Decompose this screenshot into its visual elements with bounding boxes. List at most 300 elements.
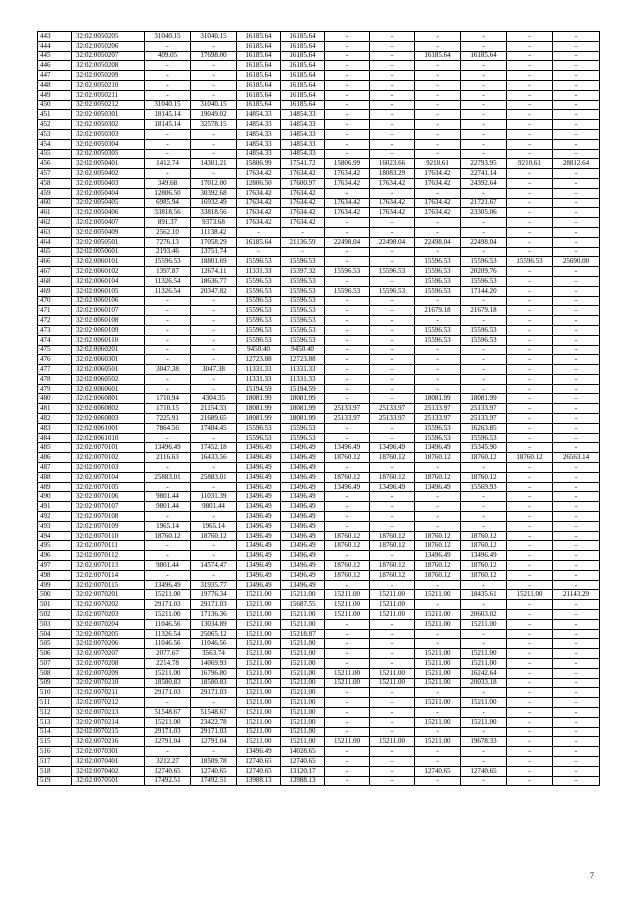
table-cell: 12740.65 [461, 766, 507, 776]
table-cell: 23305.06 [461, 208, 507, 218]
table-cell: 503 [38, 619, 72, 629]
table-cell: 18081.99 [461, 394, 507, 404]
table-cell: - [370, 502, 415, 512]
table-row [38, 296, 600, 306]
table-cell: 32:02:0050406 [72, 208, 145, 218]
table-cell: 15211.00 [237, 707, 281, 717]
table-cell: 21143.29 [553, 590, 600, 600]
table-cell: 15211.00 [415, 668, 461, 678]
table-cell: 491 [38, 502, 72, 512]
table-cell: 15211.00 [237, 717, 281, 727]
table-cell: 16185.64 [237, 71, 281, 81]
table-cell: 16185.64 [237, 41, 281, 51]
table-cell: 11326.54 [145, 629, 191, 639]
table-cell: 32:02:0070112 [72, 551, 145, 561]
table-cell: - [325, 394, 370, 404]
table-row [38, 698, 600, 708]
table-cell: - [553, 237, 600, 247]
table-cell: - [145, 747, 191, 757]
table-cell: 28812.64 [553, 159, 600, 169]
table-cell: 473 [38, 325, 72, 335]
table-cell: 457 [38, 169, 72, 179]
table-cell: 15211.00 [507, 590, 553, 600]
table-cell: 2193.46 [145, 247, 191, 257]
table-cell: - [370, 296, 415, 306]
table-cell: 461 [38, 208, 72, 218]
table-cell: 32:02:0060109 [72, 325, 145, 335]
table-cell: - [553, 561, 600, 571]
table-cell: 32:02:0060108 [72, 316, 145, 326]
table-cell: 506 [38, 649, 72, 659]
table-cell: 495 [38, 541, 72, 551]
table-cell: 15596.53 [237, 433, 281, 443]
table-cell: - [325, 502, 370, 512]
table-cell: 14069.93 [191, 659, 237, 669]
table-cell: - [507, 276, 553, 286]
table-cell: 2077.67 [145, 649, 191, 659]
table-cell: 16242.64 [461, 668, 507, 678]
table-cell: 514 [38, 727, 72, 737]
table-row [38, 580, 600, 590]
table-row [38, 169, 600, 179]
table-cell: 16185.64 [281, 100, 325, 110]
table-cell: 11331.33 [237, 365, 281, 375]
table-cell: 15211.00 [281, 707, 325, 717]
table-row [38, 237, 600, 247]
table-cell: - [325, 61, 370, 71]
table-cell: 15687.55 [281, 600, 325, 610]
table-cell: 18760.12 [415, 570, 461, 580]
table-cell: - [415, 129, 461, 139]
table-cell: 15211.00 [370, 678, 415, 688]
table-cell: 9210.61 [415, 159, 461, 169]
table-cell: 512 [38, 707, 72, 717]
table-cell: - [553, 80, 600, 90]
table-cell: - [370, 521, 415, 531]
table-cell: 13496.49 [281, 570, 325, 580]
table-cell: 15211.00 [281, 678, 325, 688]
table-cell: 15596.53 [370, 267, 415, 277]
table-cell: 467 [38, 267, 72, 277]
table-cell: 15596.53 [507, 257, 553, 267]
table-cell: - [325, 698, 370, 708]
table-cell: - [191, 296, 237, 306]
table-cell: - [553, 178, 600, 188]
table-cell: - [370, 463, 415, 473]
table-cell: - [415, 629, 461, 639]
table-cell: 16185.64 [237, 90, 281, 100]
table-cell: 18760.12 [370, 453, 415, 463]
table-cell: 32:02:0070205 [72, 629, 145, 639]
table-cell: - [370, 551, 415, 561]
table-cell: - [553, 198, 600, 208]
table-row [38, 306, 600, 316]
table-cell: 7276.13 [145, 237, 191, 247]
table-cell: - [507, 463, 553, 473]
table-cell: 17452.18 [191, 443, 237, 453]
table-cell: 3563.74 [191, 649, 237, 659]
table-cell: - [370, 110, 415, 120]
table-cell: - [553, 247, 600, 257]
table-cell: 15596.53 [281, 306, 325, 316]
table-cell: - [461, 247, 507, 257]
table-cell: 482 [38, 414, 72, 424]
table-cell: - [325, 90, 370, 100]
table-cell: - [553, 218, 600, 228]
table-cell: 485 [38, 443, 72, 453]
table-cell: 18760.12 [325, 561, 370, 571]
table-cell: - [325, 306, 370, 316]
table-cell: 15596.53 [281, 316, 325, 326]
table-cell: 18760.12 [415, 561, 461, 571]
table-cell: 17492.51 [191, 776, 237, 786]
table-cell: 32:02:0060301 [72, 355, 145, 365]
table-cell: - [191, 169, 237, 179]
table-cell: - [461, 218, 507, 228]
table-cell: 16185.64 [237, 237, 281, 247]
table-cell: - [145, 433, 191, 443]
table-cell: 31040.15 [191, 32, 237, 42]
table-cell: 16185.64 [237, 51, 281, 61]
table-cell: - [553, 41, 600, 51]
table-cell: - [191, 463, 237, 473]
table-cell: - [461, 463, 507, 473]
table-cell: 466 [38, 257, 72, 267]
table-cell: 32:02:0060104 [72, 276, 145, 286]
table-cell: - [145, 551, 191, 561]
table-row [38, 414, 600, 424]
table-cell: 25133.97 [461, 404, 507, 414]
table-cell: 17634.42 [281, 169, 325, 179]
table-row [38, 394, 600, 404]
table-row [38, 335, 600, 345]
table-cell: 19776.34 [191, 590, 237, 600]
table-cell: 15596.53 [281, 325, 325, 335]
table-cell: 18083.29 [370, 169, 415, 179]
table-cell: - [370, 355, 415, 365]
table-cell: 12791.04 [191, 737, 237, 747]
table-cell: - [370, 306, 415, 316]
table-cell: 32:02:0050401 [72, 159, 145, 169]
table-row [38, 502, 600, 512]
table-cell: - [191, 541, 237, 551]
table-cell: - [145, 482, 191, 492]
table-cell: - [553, 423, 600, 433]
table-cell: - [370, 747, 415, 757]
table-cell: 505 [38, 639, 72, 649]
table-cell: 15596.53 [237, 335, 281, 345]
table-cell: - [415, 61, 461, 71]
table-cell: 15596.53 [415, 423, 461, 433]
table-cell: 18760.12 [191, 531, 237, 541]
table-cell: - [191, 149, 237, 159]
table-cell: - [325, 247, 370, 257]
table-row [38, 110, 600, 120]
table-cell: 18760.12 [370, 531, 415, 541]
table-cell: 15194.59 [281, 384, 325, 394]
table-row [38, 345, 600, 355]
table-cell: 14854.33 [237, 139, 281, 149]
table-cell: - [370, 316, 415, 326]
table-cell: 15211.00 [281, 659, 325, 669]
table-cell: 13496.49 [281, 482, 325, 492]
table-row [38, 512, 600, 522]
table-cell: 443 [38, 32, 72, 42]
table-cell: - [415, 374, 461, 384]
table-cell: 15596.53 [415, 433, 461, 443]
table-cell: - [553, 345, 600, 355]
table-cell: 13496.49 [237, 551, 281, 561]
table-cell: - [553, 32, 600, 42]
table-cell: 12740.65 [191, 766, 237, 776]
table-cell: 14854.33 [281, 129, 325, 139]
table-cell: 11331.33 [237, 374, 281, 384]
table-cell: 25883.01 [145, 472, 191, 482]
table-cell: - [507, 521, 553, 531]
table-cell: 493 [38, 521, 72, 531]
table-cell: 15211.00 [145, 610, 191, 620]
table-cell: - [370, 649, 415, 659]
table-cell: 13496.49 [237, 521, 281, 531]
table-cell: - [461, 296, 507, 306]
table-cell: 3047.38 [191, 365, 237, 375]
table-cell: 1965.14 [191, 521, 237, 531]
table-cell: - [553, 120, 600, 130]
table-cell: 7225.91 [145, 414, 191, 424]
table-cell: 32:02:0050601 [72, 247, 145, 257]
table-cell: - [461, 90, 507, 100]
table-cell: 499 [38, 580, 72, 590]
table-cell: 490 [38, 492, 72, 502]
table-cell: 17144.20 [461, 286, 507, 296]
table-cell: - [191, 90, 237, 100]
table-cell: 17012.00 [191, 178, 237, 188]
table-cell: - [145, 335, 191, 345]
table-row [38, 325, 600, 335]
table-cell: 32:02:0060801 [72, 394, 145, 404]
table-cell: 18145.14 [145, 120, 191, 130]
table-cell: 478 [38, 374, 72, 384]
table-cell: - [507, 80, 553, 90]
table-cell: - [370, 149, 415, 159]
table-cell: 9450.40 [281, 345, 325, 355]
table-cell: - [370, 580, 415, 590]
table-cell: - [553, 600, 600, 610]
table-cell: 9210.61 [507, 159, 553, 169]
table-cell: - [370, 433, 415, 443]
table-cell: 14854.33 [281, 110, 325, 120]
table-cell: 15806.99 [325, 159, 370, 169]
table-cell: - [325, 639, 370, 649]
table-cell: - [553, 659, 600, 669]
table-cell: 32:02:0060101 [72, 257, 145, 267]
table-cell: 15211.00 [461, 698, 507, 708]
table-cell: 32:02:0070214 [72, 717, 145, 727]
table-cell: - [415, 41, 461, 51]
table-cell: - [553, 306, 600, 316]
table-cell: - [415, 71, 461, 81]
table-cell: 11326.54 [145, 286, 191, 296]
table-cell: - [325, 345, 370, 355]
table-row [38, 521, 600, 531]
table-cell: 25133.97 [415, 404, 461, 414]
table-cell: 486 [38, 453, 72, 463]
table-cell: 13751.74 [191, 247, 237, 257]
table-cell: 15596.53 [237, 276, 281, 286]
table-cell: - [461, 139, 507, 149]
table-cell: - [325, 727, 370, 737]
table-cell: - [370, 41, 415, 51]
table-cell: 15211.00 [237, 649, 281, 659]
table-cell: - [461, 61, 507, 71]
table-cell: 32:02:0050301 [72, 110, 145, 120]
table-cell: - [145, 355, 191, 365]
table-cell: 22741.14 [461, 169, 507, 179]
table-cell: 16185.64 [281, 61, 325, 71]
table-cell: 32:02:0070115 [72, 580, 145, 590]
table-cell: 510 [38, 688, 72, 698]
table-cell: 15211.00 [415, 610, 461, 620]
table-cell: 15596.53 [461, 335, 507, 345]
table-cell: 479 [38, 384, 72, 394]
table-cell: 15596.53 [461, 257, 507, 267]
table-cell: - [145, 169, 191, 179]
table-cell: 32:02:0070110 [72, 531, 145, 541]
table-row [38, 629, 600, 639]
table-cell: - [461, 110, 507, 120]
table-cell: - [507, 433, 553, 443]
table-cell: - [507, 619, 553, 629]
table-cell: 16185.64 [281, 32, 325, 42]
table-cell: 15596.53 [415, 335, 461, 345]
table-cell: - [237, 227, 281, 237]
table-cell: 18081.99 [237, 404, 281, 414]
table-cell: 32:02:0070213 [72, 707, 145, 717]
table-cell: 474 [38, 335, 72, 345]
table-cell: 13496.49 [237, 453, 281, 463]
table-cell: - [415, 727, 461, 737]
table-cell: 451 [38, 110, 72, 120]
table-cell: 15211.00 [237, 668, 281, 678]
table-cell: - [553, 208, 600, 218]
table-cell: 511 [38, 698, 72, 708]
table-cell: 19049.02 [191, 110, 237, 120]
table-cell: - [325, 100, 370, 110]
table-cell: 15211.00 [325, 600, 370, 610]
table-cell: - [553, 139, 600, 149]
table-cell: - [191, 129, 237, 139]
table-cell: 497 [38, 561, 72, 571]
table-cell: 492 [38, 512, 72, 522]
table-cell: - [415, 355, 461, 365]
table-row [38, 551, 600, 561]
table-cell: 15211.00 [325, 610, 370, 620]
table-row [38, 178, 600, 188]
table-cell: - [507, 717, 553, 727]
table-cell: 15211.00 [370, 600, 415, 610]
table-cell: 32:02:0070102 [72, 453, 145, 463]
table-cell: 17634.42 [237, 169, 281, 179]
table-row [38, 188, 600, 198]
table-cell: 13496.49 [145, 443, 191, 453]
table-cell: 32:02:0070209 [72, 668, 145, 678]
table-cell: - [507, 286, 553, 296]
table-cell: - [461, 747, 507, 757]
table-cell: - [145, 698, 191, 708]
table-cell: 15596.53 [237, 286, 281, 296]
table-cell: - [507, 580, 553, 590]
table-cell: 16185.64 [237, 80, 281, 90]
table-cell: 15211.00 [237, 727, 281, 737]
table-row [38, 257, 600, 267]
table-cell: 32:02:0070204 [72, 619, 145, 629]
table-cell: 32:02:0070501 [72, 776, 145, 786]
table-cell: 32:02:0070106 [72, 492, 145, 502]
table-cell: - [553, 580, 600, 590]
table-cell: - [553, 414, 600, 424]
table-cell: 15211.00 [281, 737, 325, 747]
table-cell: 18760.12 [415, 531, 461, 541]
table-cell: 15211.00 [370, 668, 415, 678]
table-cell: 13496.49 [237, 580, 281, 590]
table-cell: 15596.53 [370, 286, 415, 296]
table-cell: - [370, 129, 415, 139]
table-cell: - [370, 756, 415, 766]
table-cell: - [507, 747, 553, 757]
table-cell: 32:02:0070111 [72, 541, 145, 551]
table-cell: - [461, 100, 507, 110]
table-cell: - [325, 129, 370, 139]
table-cell: 15596.53 [237, 257, 281, 267]
table-cell: 18580.83 [145, 678, 191, 688]
table-cell: 18580.83 [191, 678, 237, 688]
data-table [37, 31, 600, 786]
table-cell: 12740.65 [237, 756, 281, 766]
table-cell: - [507, 365, 553, 375]
table-cell: 13496.49 [237, 512, 281, 522]
table-row [38, 678, 600, 688]
table-cell: - [507, 325, 553, 335]
table-cell: 469 [38, 286, 72, 296]
table-cell: 32:02:0070207 [72, 649, 145, 659]
table-cell: - [145, 71, 191, 81]
table-cell: 21154.33 [191, 404, 237, 414]
table-cell: 32:02:0050208 [72, 61, 145, 71]
table-cell: 32:02:0050205 [72, 32, 145, 42]
table-cell: - [325, 619, 370, 629]
table-cell: 32:02:0070202 [72, 600, 145, 610]
table-row [38, 463, 600, 473]
table-cell: - [370, 51, 415, 61]
table-cell: - [507, 698, 553, 708]
table-cell: - [145, 306, 191, 316]
table-cell: 15596.53 [415, 276, 461, 286]
table-cell: 349.68 [145, 178, 191, 188]
table-cell: - [415, 502, 461, 512]
table-cell: - [507, 649, 553, 659]
table-cell: 20033.18 [461, 678, 507, 688]
table-row [38, 600, 600, 610]
table-cell: 15211.00 [325, 668, 370, 678]
table-cell: - [325, 374, 370, 384]
table-cell: - [325, 747, 370, 757]
table-cell: 409.05 [145, 51, 191, 61]
table-cell: - [507, 61, 553, 71]
table-cell: - [370, 629, 415, 639]
table-cell: 15211.00 [415, 590, 461, 600]
table-cell: 29171.03 [145, 600, 191, 610]
table-row [38, 41, 600, 51]
